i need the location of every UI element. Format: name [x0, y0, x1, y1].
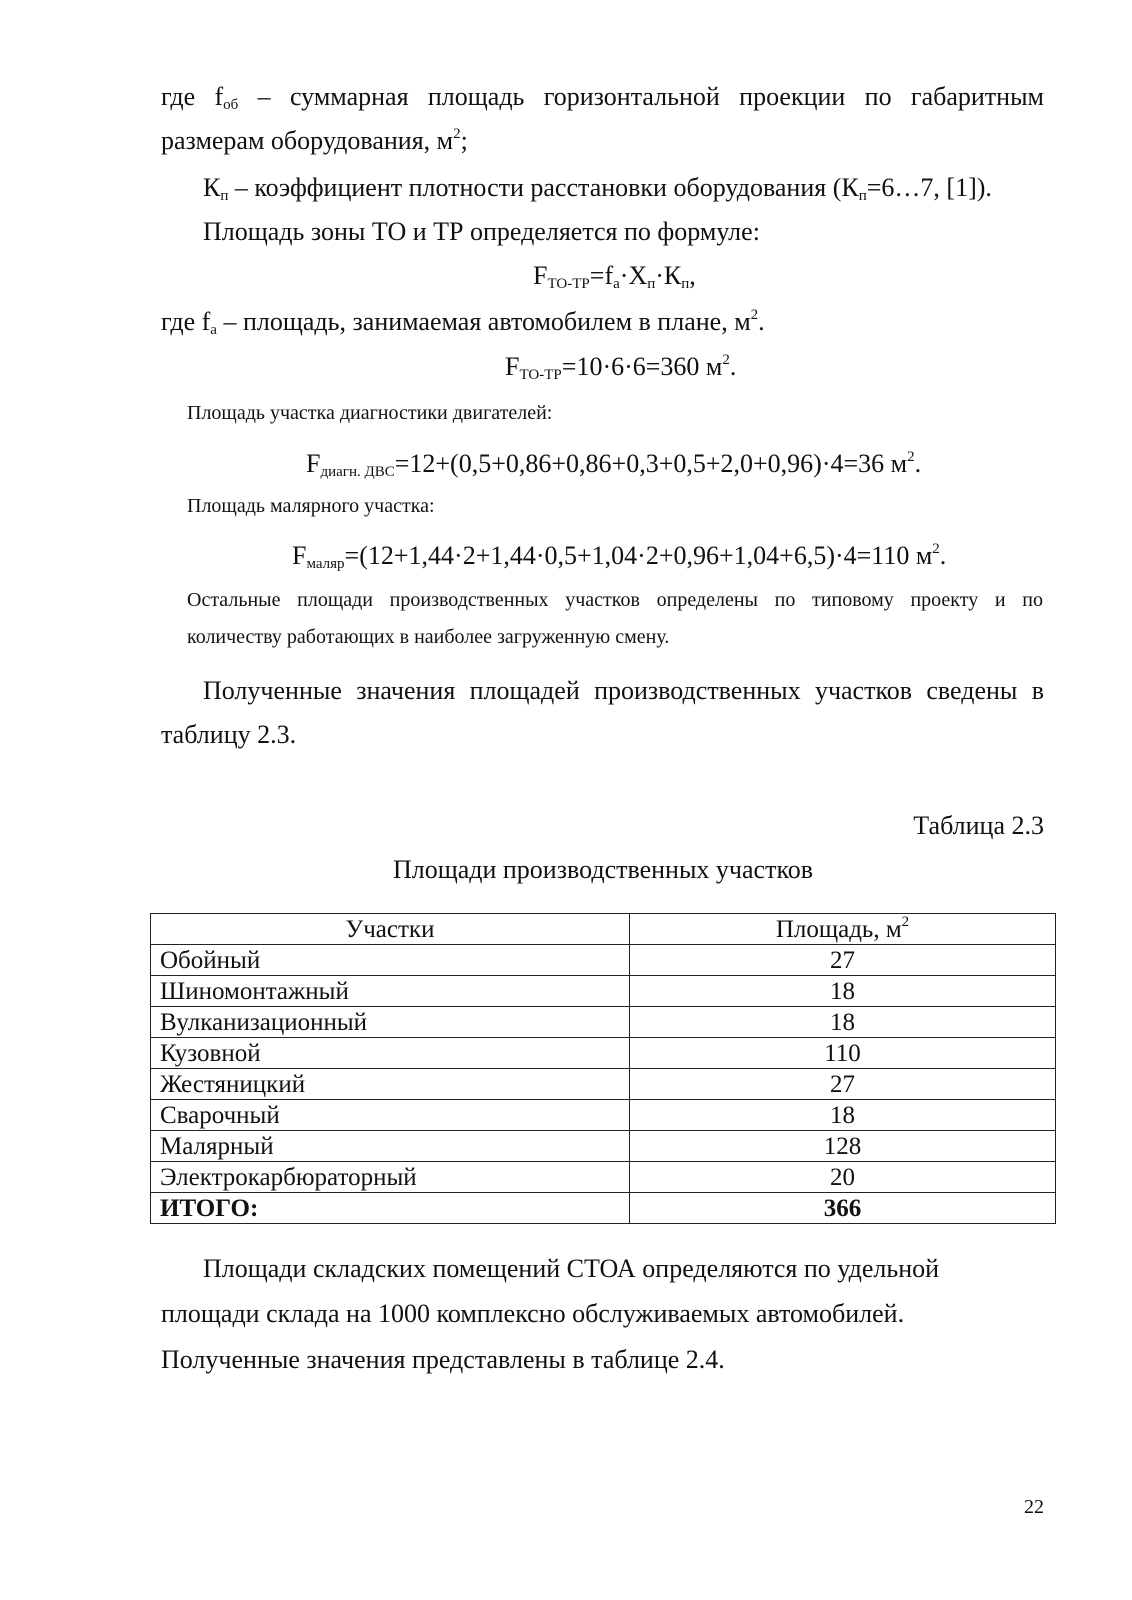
table-header-row: [151, 914, 1056, 945]
table-label: Таблица 2.3: [913, 811, 1044, 840]
row-area: 18: [630, 1100, 1056, 1131]
header-sections: Участки: [151, 914, 630, 945]
formula-to-tr: $F_{ТО-ТР}=f_а\cdot Х_п\cdot К_п$,: [533, 261, 696, 292]
table-total-row: [151, 1193, 1056, 1224]
row-area: 27: [630, 1069, 1056, 1100]
row-name: Сварочный: [151, 1100, 630, 1131]
table-row: [151, 976, 1056, 1007]
rest-areas-line-1: Остальные площади производственных участков определены по типовому проекту и по: [187, 589, 1043, 611]
table-row: [151, 1100, 1056, 1131]
summary-line-2: таблицу 2.3.: [161, 720, 297, 749]
areas-table: [150, 913, 1056, 1224]
row-area: 18: [630, 1007, 1056, 1038]
storage-line-1: Площади складских помещений СТОА определяются по удельной: [203, 1254, 940, 1283]
row-name: Шиномонтажный: [151, 976, 630, 1007]
total-area: 366: [630, 1193, 1056, 1224]
table-caption: Площади производственных участков: [392, 855, 814, 884]
rest-areas-line-2: количеству работающих в наиболее загруженную смену.: [187, 626, 670, 648]
row-name: Электрокарбюраторный: [151, 1162, 630, 1193]
table-row: [151, 1162, 1056, 1193]
table-row: [151, 1007, 1056, 1038]
to-tr-intro: Площадь зоны ТО и ТР определяется по формуле:: [203, 217, 760, 246]
storage-line-3: Полученные значения представлены в таблице 2.4.: [161, 1345, 725, 1374]
formula-painting: $F_{маляр}=(12+1,44\cdot 2+1,44\cdot 0,5+1,04\cdot 2+0,96+1,04+6,5)\cdot 4=110$ $м^2$.: [292, 541, 947, 572]
formula-to-tr-value: $F_{ТО-ТР}=10\cdot 6\cdot 6=360$ $м^2$.: [505, 352, 737, 383]
fa-definition: где $f_а$ – площадь, занимаемая автомобилем в плане, $м^2$.: [161, 307, 765, 338]
row-name: Обойный: [151, 945, 630, 976]
formula-diagnostics: $F_{диагн. ДВС}=12+(0,5+0,86+0,86+0,3+0,5+2,0+0,96)\cdot 4=36$ $м^2$.: [306, 449, 922, 480]
row-name: Жестяницкий: [151, 1069, 630, 1100]
table-row: [151, 1069, 1056, 1100]
total-label: ИТОГО:: [151, 1193, 630, 1224]
table-row: [151, 1131, 1056, 1162]
painting-intro: Площадь малярного участка:: [187, 495, 435, 517]
row-name: Кузовной: [151, 1038, 630, 1069]
row-name: Малярный: [151, 1131, 630, 1162]
row-name: Вулканизационный: [151, 1007, 630, 1038]
header-area: Площадь, $м^2$: [630, 914, 1056, 945]
storage-line-2: площади склада на 1000 комплексно обслуживаемых автомобилей.: [161, 1299, 905, 1328]
table-row: [151, 1038, 1056, 1069]
diagnostics-intro: Площадь участка диагностики двигателей:: [187, 402, 553, 424]
row-area: 20: [630, 1162, 1056, 1193]
row-area: 27: [630, 945, 1056, 976]
f-ob-definition-line-2: размерам оборудования, $м^2$;: [161, 126, 468, 155]
row-area: 110: [630, 1038, 1056, 1069]
row-area: 18: [630, 976, 1056, 1007]
page-number: 22: [1024, 1496, 1044, 1518]
row-area: 128: [630, 1131, 1056, 1162]
table-row: [151, 945, 1056, 976]
kp-definition: $К_п$ – коэффициент плотности расстановки оборудования ($К_п=6\dots 7$, [1]).: [203, 173, 992, 204]
summary-line-1: Полученные значения площадей производственных участков сведены в: [203, 676, 1044, 705]
f-ob-definition-line-1: где $f_{об}$ – суммарная площадь горизонтальной проекции по габаритным: [161, 82, 1045, 113]
